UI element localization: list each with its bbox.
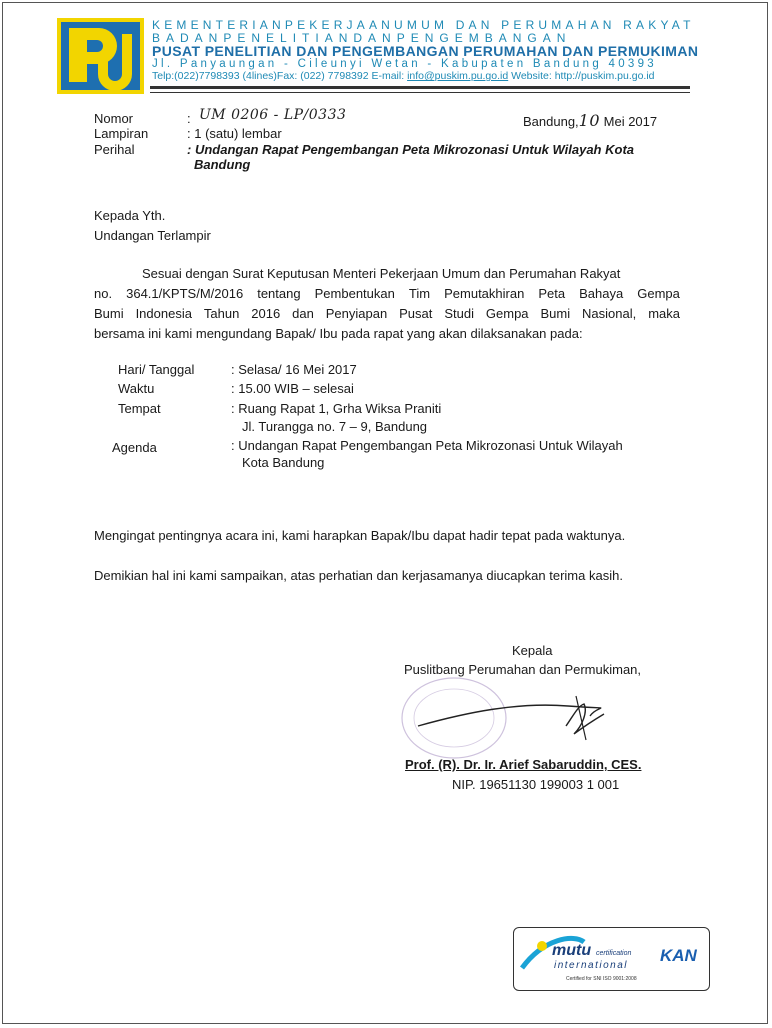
- word: Gempa: [485, 306, 529, 321]
- date-city: Bandung,: [523, 114, 579, 129]
- paragraph-line-4: bersama ini kami mengundang Bapak/ Ibu pada rapat yang akan dilaksanakan pada:: [94, 326, 583, 341]
- agency-name: BADANPENELITIANDANPENGEMBANGAN: [152, 31, 572, 45]
- word: 2016: [251, 306, 281, 321]
- kan-logo: KAN: [660, 946, 697, 965]
- signatory-nip: NIP. 19651130 199003 1 001: [452, 777, 620, 792]
- hari-value: : Selasa/ 16 Mei 2017: [231, 362, 357, 377]
- letter-date: [523, 111, 657, 130]
- contact-line: [152, 70, 655, 82]
- recipient-greeting: Kepada Yth.: [94, 208, 166, 223]
- word: dan: [292, 306, 314, 321]
- badge-brand: mutu: [552, 942, 592, 959]
- date-day: 10: [578, 111, 601, 130]
- word: Bahaya: [579, 286, 624, 301]
- word: maka: [648, 306, 680, 321]
- header-rule-thick: [150, 86, 690, 89]
- nomor-value: UM 0206 - LP/0333: [199, 107, 347, 123]
- word: 364.1/KPTS/M/2016: [126, 286, 244, 301]
- nomor-label: Nomor: [94, 111, 134, 126]
- center-name: PUSAT PENELITIAN DAN PENGEMBANGAN PERUMAHAN DAN PERMUKIMAN: [152, 43, 699, 59]
- word: Gempa: [637, 286, 680, 301]
- agenda-value-line1: : Undangan Rapat Pengembangan Peta Mikrozonasi Untuk Wilayah: [231, 438, 623, 453]
- word: Nasional,: [582, 306, 637, 321]
- address: Jl. Panyaungan - Cileunyi Wetan - Kabupaten Bandung 40393: [152, 58, 658, 70]
- word: Tahun: [203, 306, 240, 321]
- certification-badge: [513, 927, 710, 991]
- official-stamp-and-signature: [398, 676, 638, 766]
- signatory-name: Prof. (R). Dr. Ir. Arief Sabaruddin, CES.: [405, 757, 642, 772]
- contact-phone-fax: Telp:(022)7798393 (4lines)Fax: (022) 7798392 E-mail:: [152, 70, 408, 82]
- word: Penyiapan: [325, 306, 388, 321]
- agenda-label: Agenda: [112, 440, 157, 455]
- word: Bumi: [540, 306, 571, 321]
- lampiran-value: : 1 (satu) lembar: [187, 126, 282, 141]
- paragraph-line-3: [94, 306, 680, 321]
- badge-fineprint: Certified for SNI ISO 9001:2008: [566, 976, 637, 982]
- perihal-value-line2: Bandung: [194, 157, 251, 172]
- badge-intl: international: [554, 960, 628, 971]
- tempat-value-line2: Jl. Turangga no. 7 – 9, Bandung: [242, 419, 428, 434]
- word: no.: [94, 286, 113, 301]
- word: Indonesia: [135, 306, 192, 321]
- word: Studi: [444, 306, 474, 321]
- tempat-value-line1: : Ruang Rapat 1, Grha Wiksa Praniti: [231, 401, 442, 416]
- waktu-value: : 15.00 WIB – selesai: [231, 381, 354, 396]
- waktu-label: Waktu: [118, 381, 155, 396]
- signatory-unit: Puslitbang Perumahan dan Permukiman,: [404, 662, 642, 677]
- hari-label: Hari/ Tanggal: [118, 362, 195, 377]
- word: Tim: [408, 286, 431, 301]
- badge-cert: certification: [596, 950, 632, 957]
- word: Pembentukan: [314, 286, 395, 301]
- ministry-name: KEMENTERIANPEKERJAANUMUM DAN PERUMAHAN RAKYAT: [152, 18, 695, 32]
- word: Pemutakhiran: [444, 286, 525, 301]
- closing-paragraph-2: Demikian hal ini kami sampaikan, atas perhatian dan kerjasamanya diucapkan terima kasih.: [94, 568, 623, 583]
- lampiran-label: Lampiran: [94, 126, 149, 141]
- nomor-colon: :: [187, 111, 191, 126]
- perihal-value-line1: : Undangan Rapat Pengembangan Peta Mikrozonasi Untuk Wilayah Kota: [187, 142, 635, 157]
- website-text: Website: http://puskim.pu.go.id: [508, 70, 655, 82]
- word: tentang: [257, 286, 301, 301]
- pu-logo-icon: [57, 18, 144, 94]
- agenda-value-line2: Kota Bandung: [242, 455, 325, 470]
- tempat-label: Tempat: [118, 401, 161, 416]
- header-rule-thin: [150, 92, 690, 93]
- word: Bumi: [94, 306, 124, 321]
- date-month-year: Mei 2017: [600, 114, 658, 129]
- email-link[interactable]: info@puskim.pu.go.id: [407, 70, 509, 82]
- recipient-name: Undangan Terlampir: [94, 228, 211, 243]
- paragraph-line-1: Sesuai dengan Surat Keputusan Menteri Pekerjaan Umum dan Perumahan Rakyat: [142, 266, 621, 281]
- word: Peta: [538, 286, 566, 301]
- paragraph-line-2: [94, 286, 680, 301]
- word: Pusat: [399, 306, 433, 321]
- perihal-label: Perihal: [94, 142, 135, 157]
- signatory-title: Kepala: [512, 643, 553, 658]
- closing-paragraph-1: Mengingat pentingnya acara ini, kami harapkan Bapak/Ibu dapat hadir tepat pada waktunya.: [94, 528, 626, 543]
